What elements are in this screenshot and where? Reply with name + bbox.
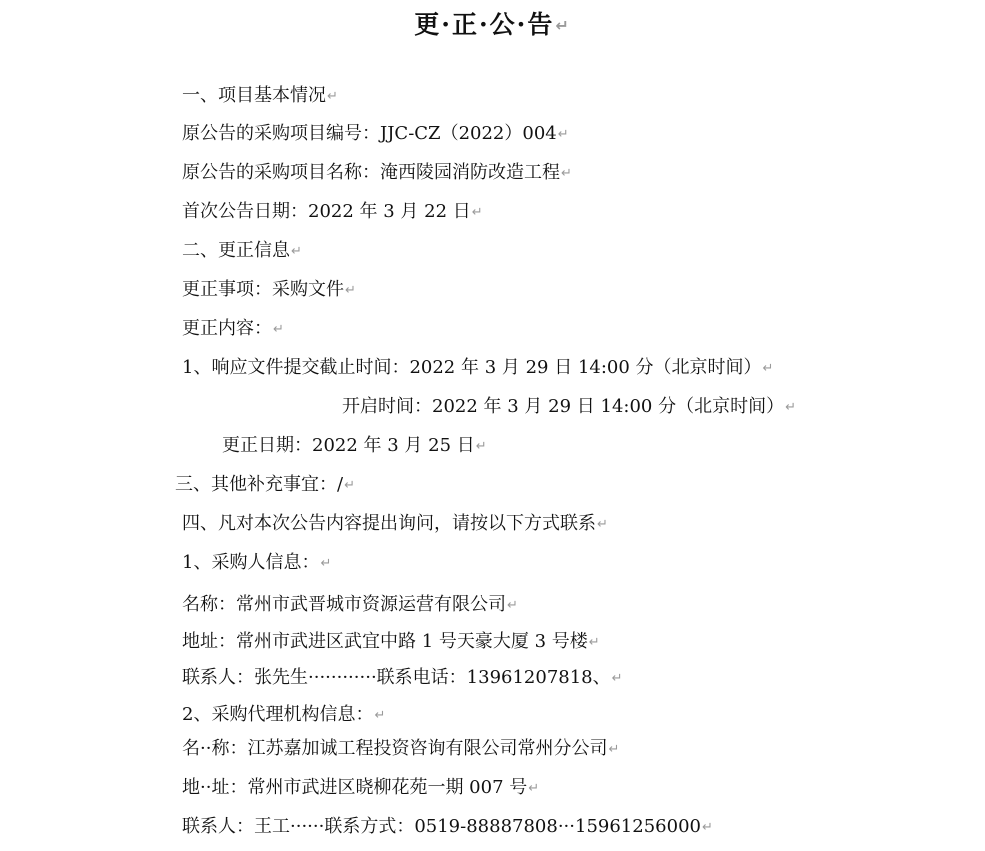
purchaser-name — [182, 593, 518, 618]
line-text: 1、响应文件提交截止时间：2022 年 3 月 29 日 14:00 分（北京时间） — [182, 357, 762, 378]
submission-deadline — [182, 356, 773, 381]
line-text: 名称：常州市武晋城市资源运营有限公司 — [182, 594, 506, 615]
document-title-text: 更·正·公·告 — [414, 10, 555, 39]
line-text: 四、凡对本次公告内容提出询问，请按以下方式联系 — [182, 513, 596, 534]
line-text: 更正内容： — [182, 318, 272, 339]
paragraph-mark-icon: ↵ — [701, 820, 713, 835]
paragraph-mark-icon: ↵ — [588, 635, 600, 650]
original-project-name — [182, 161, 572, 186]
line-text: 名··称：江苏嘉加诚工程投资咨询有限公司常州分公司 — [182, 738, 608, 759]
line-text: 开启时间：2022 年 3 月 29 日 14:00 分（北京时间） — [342, 396, 785, 417]
paragraph-mark-icon: ↵ — [320, 556, 332, 571]
correction-content-label — [182, 317, 284, 342]
agency-info-heading — [182, 703, 385, 728]
paragraph-mark-icon: ↵ — [762, 361, 774, 376]
paragraph-mark-icon: ↵ — [475, 439, 487, 454]
section-heading-other-matters — [175, 473, 355, 498]
document-title — [0, 8, 985, 43]
opening-time — [342, 395, 796, 420]
purchaser-address — [182, 630, 600, 655]
agency-name — [182, 737, 619, 762]
section-heading-project-info — [182, 84, 338, 109]
paragraph-mark-icon: ↵ — [608, 742, 620, 757]
paragraph-mark-icon: ↵ — [785, 400, 796, 415]
line-text: 原公告的采购项目编号：JJC-CZ（2022）004 — [182, 123, 557, 144]
paragraph-mark-icon: ↵ — [291, 244, 302, 259]
paragraph-mark-icon: ↵ — [597, 517, 608, 532]
paragraph-mark-icon: ↵ — [344, 478, 355, 493]
paragraph-mark-icon: ↵ — [507, 598, 518, 613]
section-heading-contact — [182, 512, 608, 537]
agency-address — [182, 776, 539, 801]
line-text: 1、采购人信息： — [182, 552, 320, 573]
purchaser-contact — [182, 666, 623, 691]
paragraph-mark-icon: ↵ — [327, 89, 338, 104]
first-notice-date — [182, 200, 483, 225]
purchaser-info-heading — [182, 551, 331, 576]
paragraph-mark-icon: ↵ — [528, 781, 540, 796]
paragraph-mark-icon: ↵ — [471, 205, 483, 220]
line-text: 联系人：张先生············联系电话：13961207818、 — [182, 667, 611, 688]
line-text: 联系人：王工······联系方式：0519-88887808···15961256000 — [182, 816, 701, 837]
line-text: 地址：常州市武进区武宜中路 1 号天豪大厦 3 号楼 — [182, 631, 588, 652]
line-text: 首次公告日期：2022 年 3 月 22 日 — [182, 201, 471, 222]
line-text: 更正日期：2022 年 3 月 25 日 — [222, 435, 475, 456]
line-text: 地··址：常州市武进区晓柳花苑一期 007 号 — [182, 777, 528, 798]
line-text: 二、更正信息 — [182, 240, 290, 261]
line-text: 原公告的采购项目名称：淹西陵园消防改造工程 — [182, 162, 560, 183]
paragraph-mark-icon: ↵ — [561, 166, 572, 181]
line-text: 一、项目基本情况 — [182, 85, 326, 106]
line-text: 更正事项：采购文件 — [182, 279, 344, 300]
agency-contact — [182, 815, 713, 840]
paragraph-mark-icon: ↵ — [555, 16, 571, 35]
line-text: 2、采购代理机构信息： — [182, 704, 374, 725]
paragraph-mark-icon: ↵ — [611, 671, 623, 686]
correction-date — [222, 434, 487, 459]
section-heading-correction-info — [182, 239, 302, 264]
paragraph-mark-icon: ↵ — [374, 708, 386, 723]
line-text: 三、其他补充事宜：/ — [175, 474, 344, 495]
paragraph-mark-icon: ↵ — [273, 322, 284, 337]
paragraph-mark-icon: ↵ — [557, 127, 569, 142]
correction-item — [182, 278, 356, 303]
paragraph-mark-icon: ↵ — [345, 283, 356, 298]
original-project-number — [182, 122, 569, 147]
